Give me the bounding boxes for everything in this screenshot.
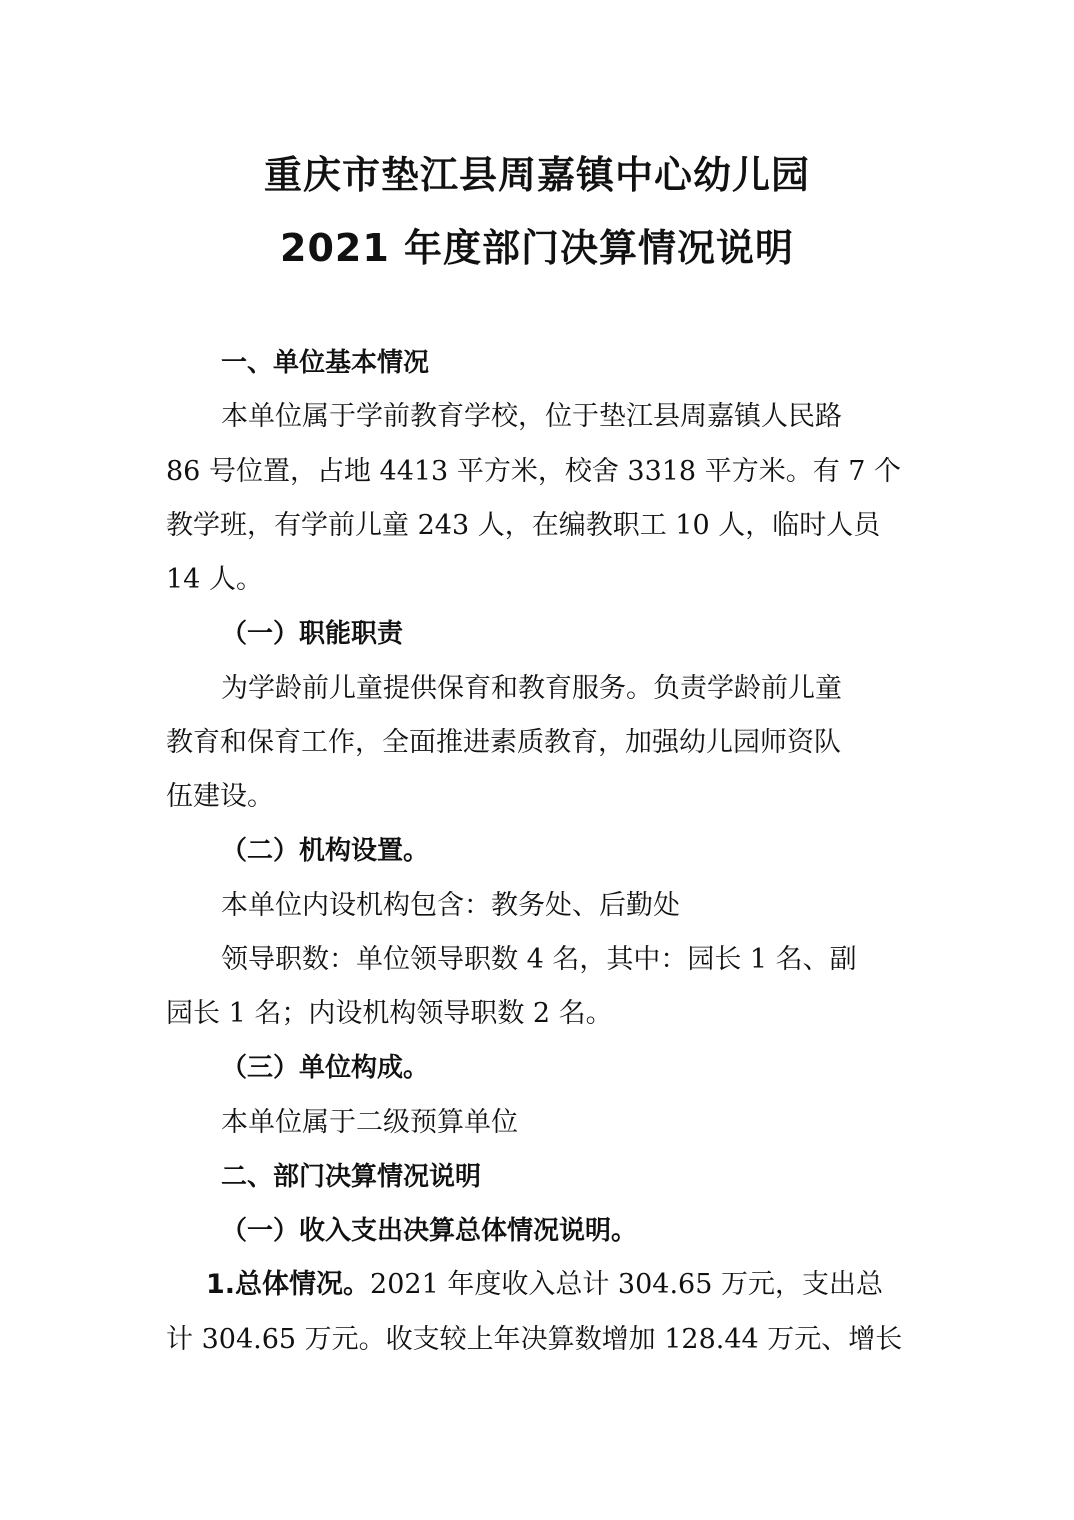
basic-paragraph-line: 14 人。 bbox=[166, 564, 263, 595]
basic-paragraph-line: 86 号位置，占地 4413 平方米，校舍 3318 平方米。有 7 个 bbox=[166, 456, 902, 487]
duties-paragraph-line: 教育和保育工作，全面推进素质教育，加强幼儿园师资队 bbox=[166, 727, 841, 758]
basic-paragraph-line: 教学班，有学前儿童 243 人，在编教职工 10 人，临时人员 bbox=[166, 510, 881, 541]
document-title-line2: 2021 年度部门决算情况说明 bbox=[280, 226, 794, 270]
overall-lead: 1.总体情况。 bbox=[206, 1269, 371, 1300]
org-leaders-line: 园长 1 名；内设机构领导职数 2 名。 bbox=[166, 998, 613, 1029]
overall-paragraph-line bbox=[206, 1268, 946, 1302]
overall-text: 2021 年度收入总计 304.65 万元，支出总 bbox=[370, 1269, 883, 1300]
section2-heading: 二、部门决算情况说明 bbox=[221, 1162, 482, 1192]
section1-heading: 一、单位基本情况 bbox=[221, 348, 430, 378]
org-leaders-line: 领导职数：单位领导职数 4 名，其中：园长 1 名、副 bbox=[221, 944, 857, 975]
basic-paragraph-line: 本单位属于学前教育学校，位于垫江县周嘉镇人民路 bbox=[221, 401, 842, 432]
org-heading: （二）机构设置。 bbox=[221, 836, 430, 866]
org-internal-text: 本单位内设机构包含：教务处、后勤处 bbox=[221, 890, 680, 921]
composition-heading: （三）单位构成。 bbox=[221, 1053, 430, 1083]
composition-text: 本单位属于二级预算单位 bbox=[221, 1107, 518, 1138]
income-expense-heading: （一）收入支出决算总体情况说明。 bbox=[221, 1216, 638, 1246]
duties-heading: （一）职能职责 bbox=[221, 619, 404, 649]
duties-paragraph-line: 为学龄前儿童提供保育和教育服务。负责学龄前儿童 bbox=[221, 673, 842, 704]
overall-paragraph-line: 计 304.65 万元。收支较上年决算数增加 128.44 万元、增长 bbox=[166, 1324, 903, 1355]
document-title-line1: 重庆市垫江县周嘉镇中心幼儿园 bbox=[263, 153, 810, 197]
duties-paragraph-line: 伍建设。 bbox=[166, 781, 274, 812]
